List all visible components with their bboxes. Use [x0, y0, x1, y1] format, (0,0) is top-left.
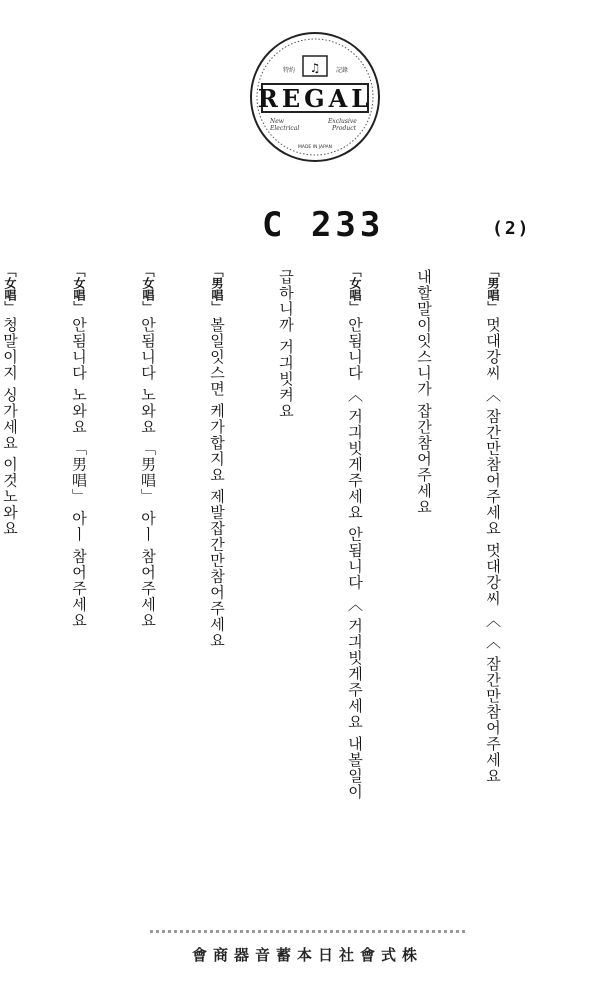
singer-label: 「男唱」 — [486, 265, 500, 313]
lyric-line: 급하니까 거긔빗켜요 — [277, 269, 295, 419]
lyric-line: 「女唱」안됨니다 노와요 「男唱」 아ㅣ 참어주세요 — [70, 265, 88, 629]
lyric-line: 「女唱」안됨니다 노와요 「男唱」 아ㅣ 참어주세요 — [139, 265, 157, 629]
singer-label: 「女唱」 — [141, 265, 155, 313]
svg-text:Product: Product — [332, 125, 356, 132]
publisher-footer: 會商器音蓄本日社會式株 — [191, 946, 423, 964]
lyric-line: 「女唱」청말이지 싱가세요 이것노와요 — [1, 265, 19, 537]
lyric-line: 내할말이잇스니가 잡간참어주세요 — [415, 269, 433, 515]
svg-text:特約: 特約 — [283, 67, 296, 74]
singer-label: 「女唱」 — [72, 265, 86, 313]
lyric-line: 「女唱」안됨니다 〈 거긔빗게주세요 안됨니다 〈 거긔빗게주세요 내볼일이 — [346, 265, 364, 800]
side-number: (2) — [492, 218, 531, 239]
svg-text:♫: ♫ — [309, 61, 321, 75]
catalog-number: C 233 — [262, 205, 385, 245]
svg-text:MADE IN JAPAN: MADE IN JAPAN — [297, 145, 333, 150]
singer-label: 「男唱」 — [210, 265, 224, 313]
svg-text:Electrical: Electrical — [270, 125, 300, 132]
regal-logo — [248, 30, 382, 164]
svg-text:Exclusive: Exclusive — [328, 118, 357, 125]
svg-text:記錄: 記錄 — [336, 67, 349, 74]
singer-label: 「女唱」 — [3, 265, 17, 313]
svg-text:REGAL: REGAL — [257, 84, 373, 113]
svg-text:New: New — [270, 118, 284, 125]
lyric-line: 「男唱」멋대강씨 〈 잠간만참어주세요 멋대강씨 〈 〈 잠간만참어주세요 — [484, 265, 502, 784]
lyrics-body — [1, 265, 550, 930]
footer-divider — [150, 930, 465, 933]
lyric-line: 「男唱」볼일잇스면 케가합지요 제발잡간만참어주세요 — [208, 265, 226, 649]
singer-label: 「女唱」 — [348, 265, 362, 313]
